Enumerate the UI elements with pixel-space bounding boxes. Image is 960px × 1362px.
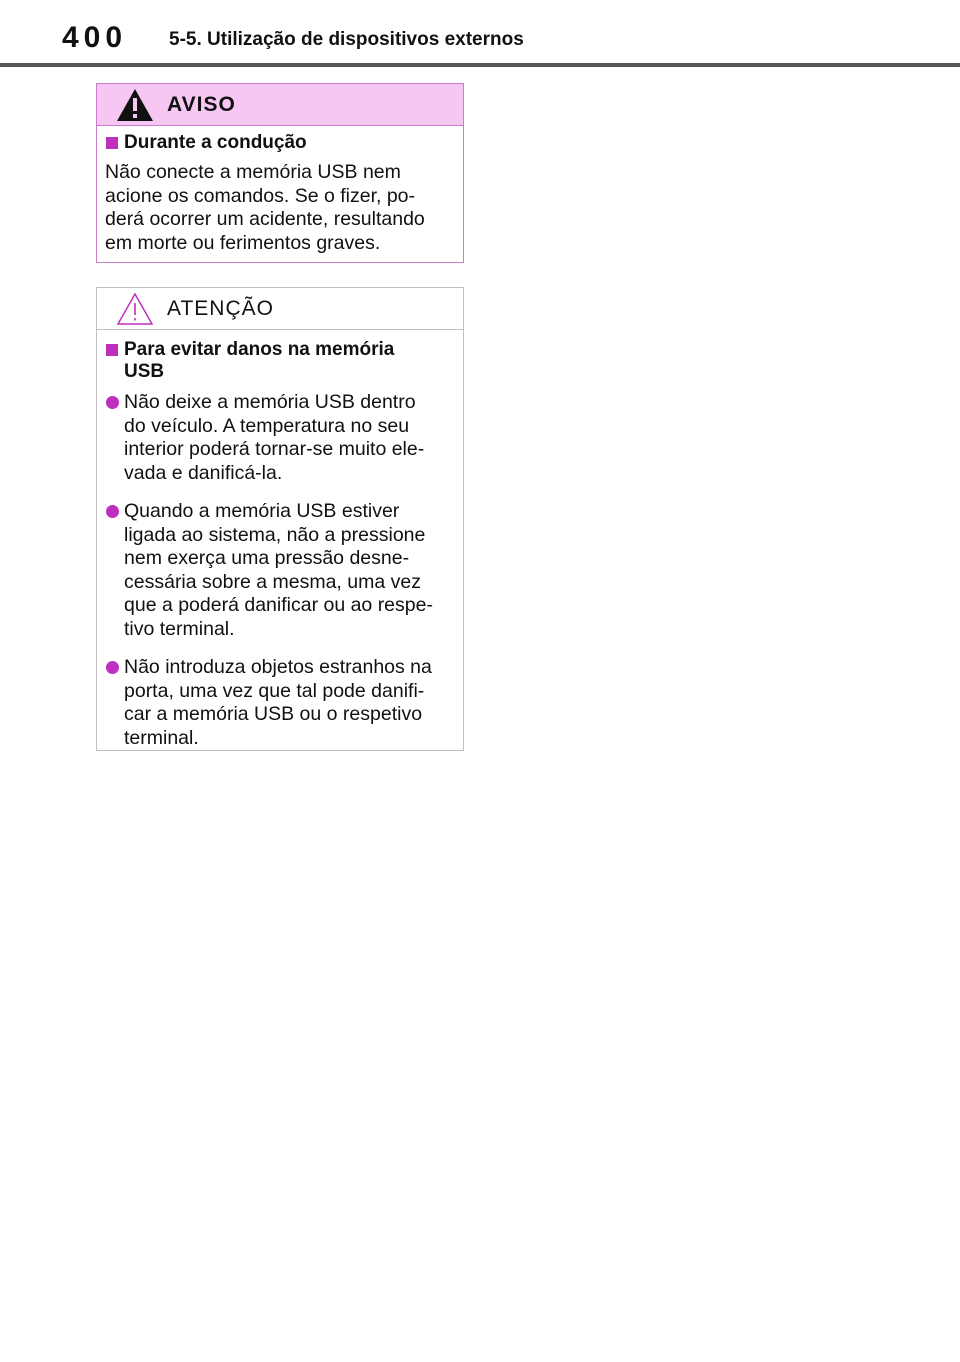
page-header	[0, 0, 960, 68]
warning-triangle-filled-icon	[115, 87, 155, 123]
caution-body	[97, 330, 463, 750]
square-bullet-icon	[106, 344, 118, 356]
caution-bullet-line: Não introduza objetos estranhos na	[124, 656, 432, 678]
warning-body	[97, 126, 463, 255]
caution-bullet-line: porta, uma vez que tal pode danifi-	[124, 679, 425, 702]
caution-bullet-line: Quando a memória USB estiver	[124, 500, 400, 522]
caution-heading	[105, 339, 453, 383]
page-number: 400	[62, 21, 128, 54]
round-bullet-icon	[106, 396, 119, 409]
warning-box	[96, 83, 464, 263]
caution-bullet-line: cessária sobre a mesma, uma vez	[124, 570, 421, 593]
section-title: 5-5. Utilização de dispositivos externos	[169, 29, 524, 50]
caution-bullet-line: do veículo. A temperatura no seu	[124, 414, 410, 437]
caution-bullet	[105, 656, 453, 750]
warning-label: AVISO	[167, 93, 236, 116]
caution-bullet-line: ligada ao sistema, não a pressione	[124, 523, 426, 546]
warning-text-line: em morte ou ferimentos graves.	[105, 231, 381, 254]
warning-text-line: derá ocorrer um acidente, resultando	[105, 208, 425, 230]
caution-header	[97, 288, 463, 330]
caution-bullet-line: vada e danificá-la.	[124, 461, 283, 484]
caution-bullet-line: que a poderá danificar ou ao respe-	[124, 594, 433, 616]
caution-label: ATENÇÃO	[167, 297, 274, 320]
caution-bullet-line: tivo terminal.	[124, 617, 235, 640]
caution-bullet	[105, 500, 453, 641]
caution-heading-line: USB	[124, 361, 165, 382]
caution-bullet-line: interior poderá tornar-se muito ele-	[124, 438, 425, 460]
warning-heading	[105, 132, 453, 154]
warning-text-line: acione os comandos. Se o fizer, po-	[105, 184, 416, 207]
caution-heading-line: Para evitar danos na memória	[124, 339, 395, 360]
caution-bullet	[105, 391, 453, 485]
caution-bullet-line: Não deixe a memória USB dentro	[124, 391, 416, 413]
caution-box	[96, 287, 464, 751]
header-rule	[0, 63, 960, 67]
caution-bullet-line: nem exerça uma pressão desne-	[124, 547, 410, 569]
warning-heading-text: Durante a condução	[124, 132, 307, 153]
caution-bullet-line: terminal.	[124, 726, 199, 749]
round-bullet-icon	[106, 505, 119, 518]
warning-text-line: Não conecte a memória USB nem	[105, 161, 401, 183]
caution-triangle-outline-icon	[115, 291, 155, 327]
warning-text	[105, 161, 453, 255]
square-bullet-icon	[106, 137, 118, 149]
round-bullet-icon	[106, 661, 119, 674]
warning-header	[97, 84, 463, 126]
caution-bullet-line: car a memória USB ou o respetivo	[124, 703, 423, 725]
